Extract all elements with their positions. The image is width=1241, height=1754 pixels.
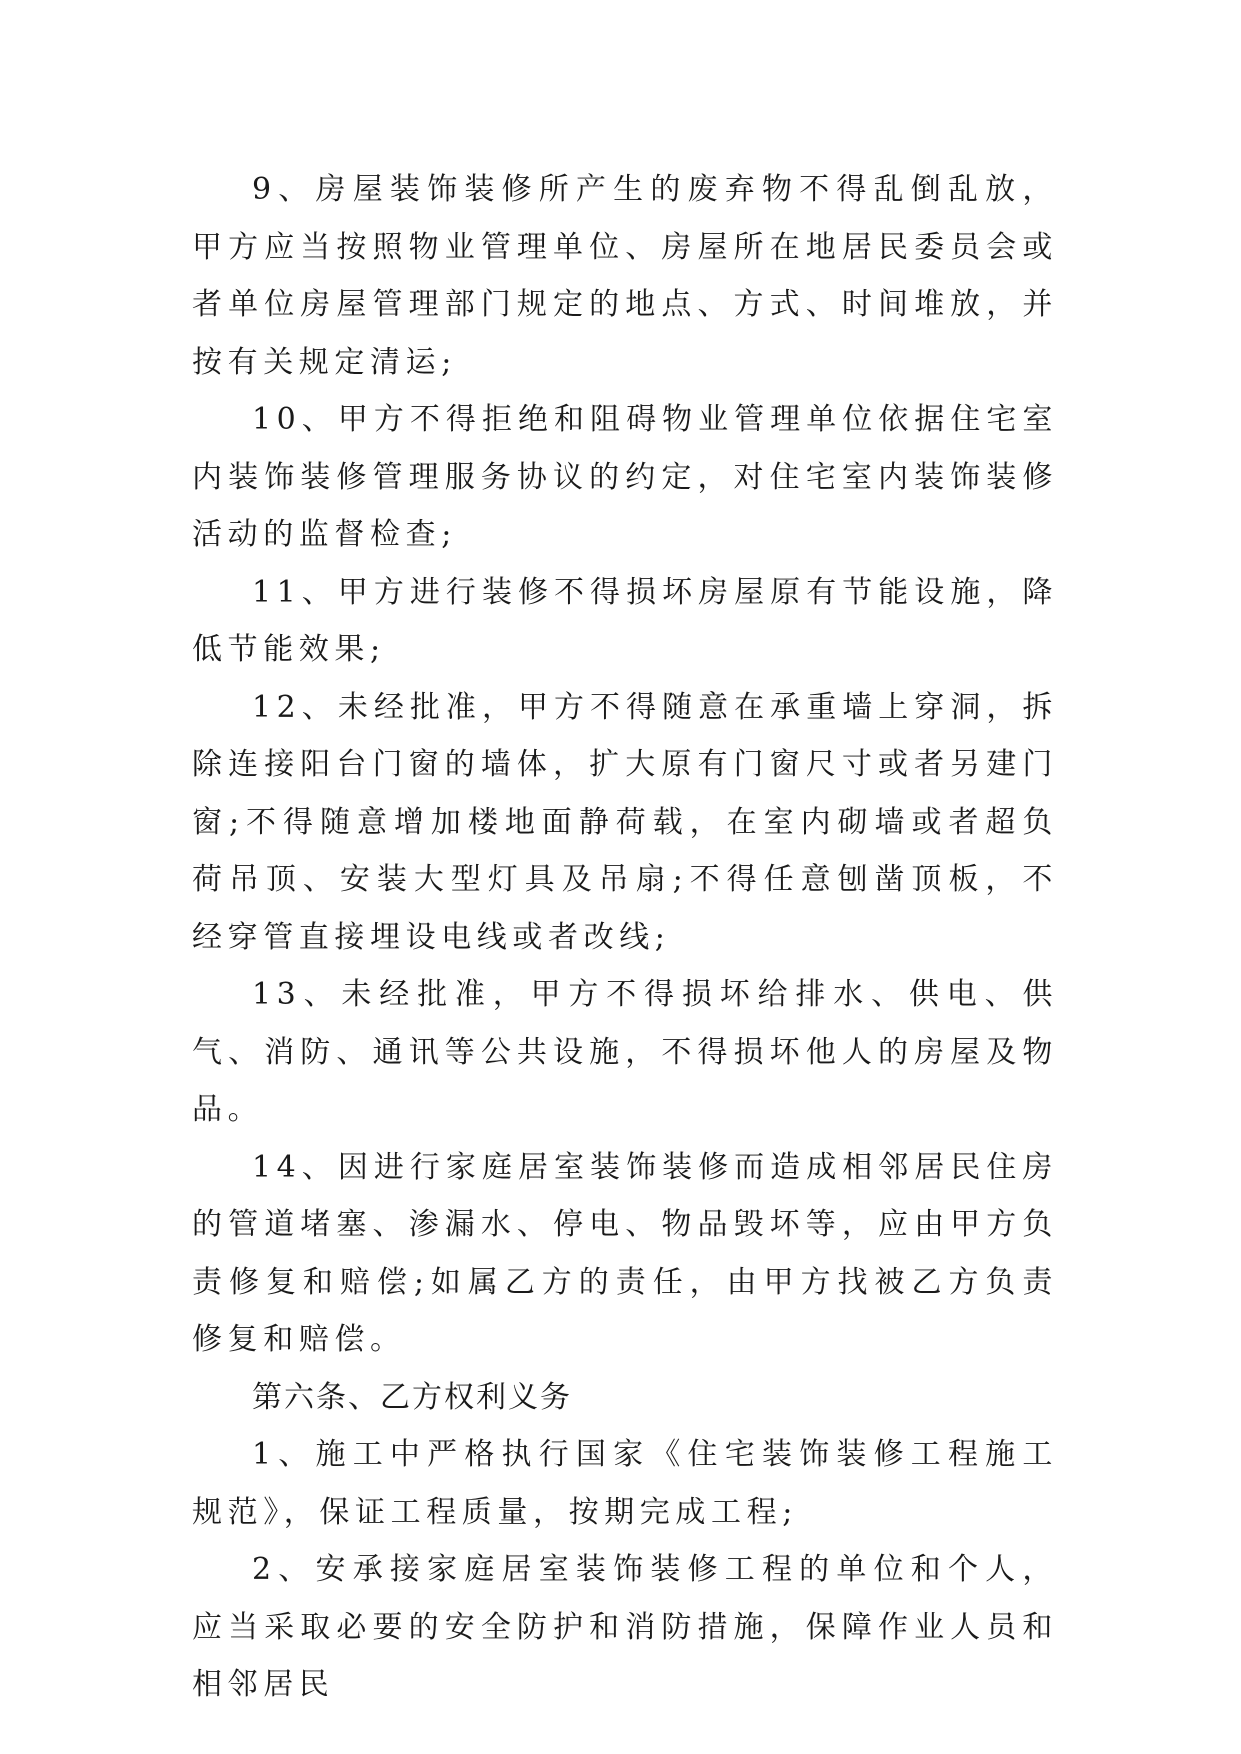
paragraph-item-11: 11、甲方进行装修不得损坏房屋原有节能设施，降低节能效果; [192,574,1058,667]
paragraph-item-9: 9、房屋装饰装修所产生的废弃物不得乱倒乱放，甲方应当按照物业管理单位、房屋所在地居民委员会或者单位房屋管理部门规定的地点、方式、时间堆放，并按有关规定清运; [192,172,1058,380]
section-heading: 第六条、乙方权利义务 [252,1379,572,1415]
paragraph-item-10: 10、甲方不得拒绝和阻碍物业管理单位依据住宅室内装饰装修管理服务协议的约定，对住宅室内装饰装修活动的监督检查; [192,402,1058,552]
section-paragraph-2: 2、安承接家庭居室装饰装修工程的单位和个人，应当采取必要的安全防护和消防措施，保障作业人员和相邻居民 [192,1552,1058,1702]
section-paragraph-1: 1、施工中严格执行国家《住宅装饰装修工程施工规范》，保证工程质量，按期完成工程; [192,1437,1058,1530]
paragraph-item-14: 14、因进行家庭居室装饰装修而造成相邻居民住房的管道堵塞、渗漏水、停电、物品毁坏等，应由甲方负责修复和赔偿;如属乙方的责任，由甲方找被乙方负责修复和赔偿。 [192,1149,1058,1357]
document-body [192,161,1058,1714]
paragraph-item-13: 13、未经批准，甲方不得损坏给排水、供电、供气、消防、通讯等公共设施，不得损坏他人的房屋及物品。 [192,977,1058,1127]
paragraph-item-12: 12、未经批准，甲方不得随意在承重墙上穿洞，拆除连接阳台门窗的墙体，扩大原有门窗尺寸或者另建门窗;不得随意增加楼地面静荷载，在室内砌墙或者超负荷吊顶、安装大型灯具及吊扇;不得任意刨凿顶板，不经穿管直接埋设电线或者改线; [192,689,1058,955]
